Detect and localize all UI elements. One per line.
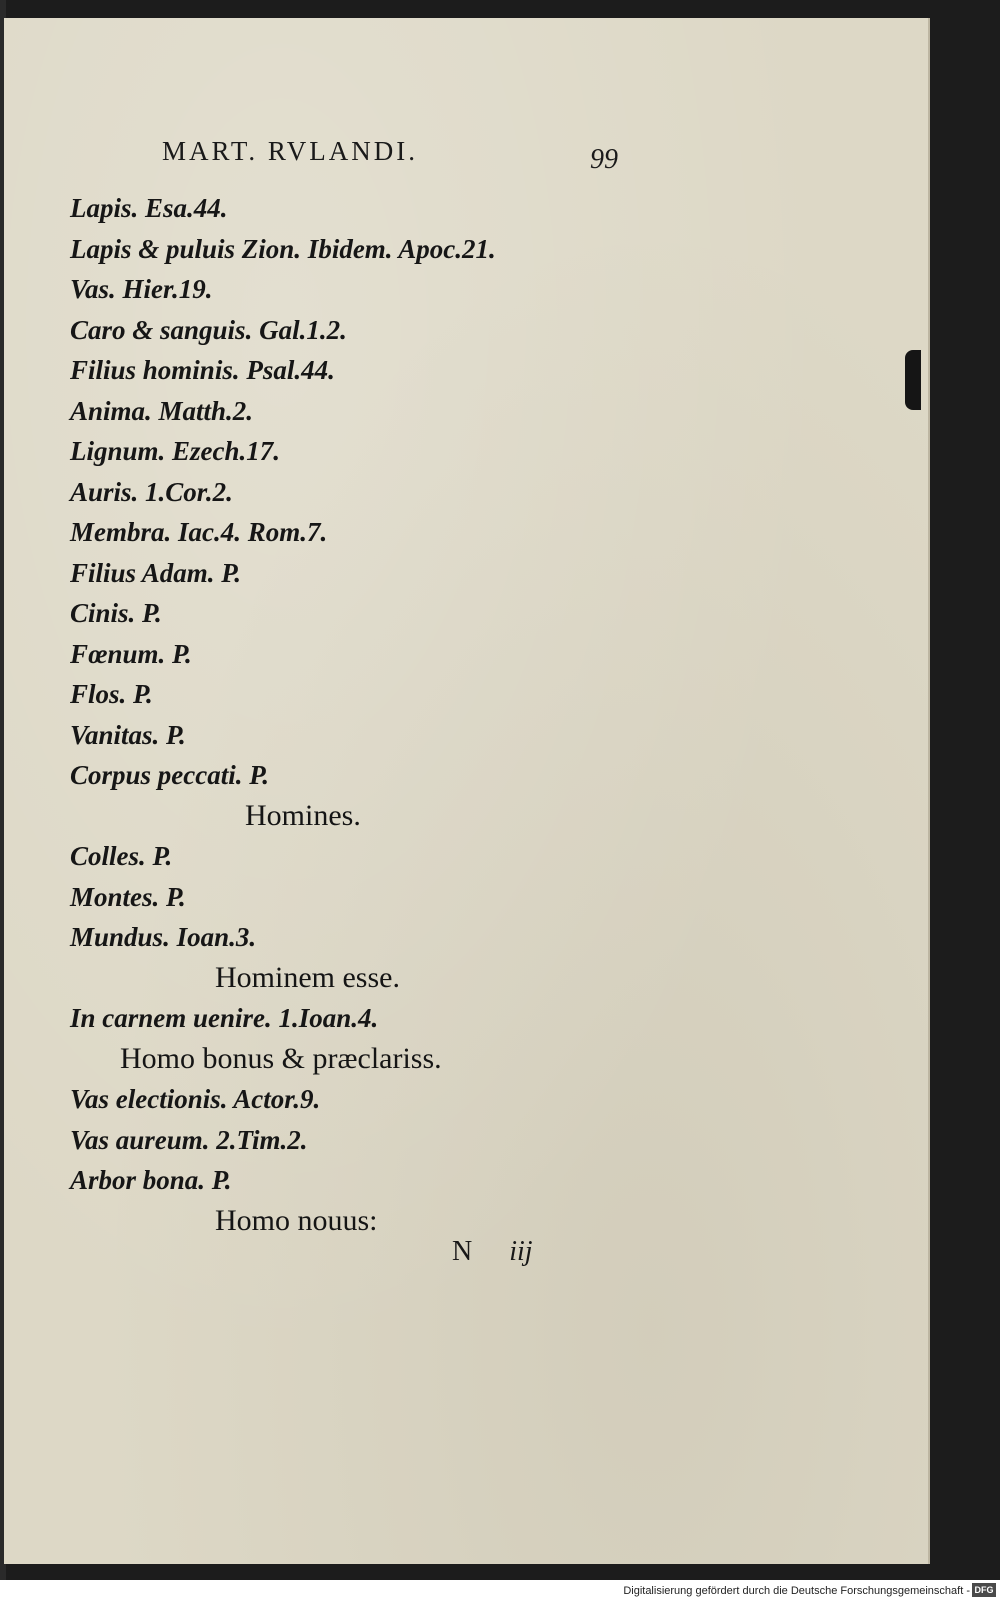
catchword [452, 1236, 533, 1268]
entry-line: Caro & sanguis. Gal.1.2. [70, 314, 347, 345]
entry-list [70, 188, 496, 1241]
entry-line: Membra. Iac.4. Rom.7. [70, 517, 328, 547]
torn-page-edge [905, 350, 921, 410]
digitization-credit: Digitalisierung gefördert durch die Deutsche Forschungsgemeinschaft - [623, 1585, 970, 1597]
entry-line: Mundus. Ioan.3. [70, 922, 257, 952]
entry-line: In carnem uenire. 1.Ioan.4. [70, 1003, 379, 1033]
entry-line: Filius hominis. Psal.44. [70, 355, 335, 385]
signature-mark: iij [509, 1236, 533, 1267]
catchword-letter: N [452, 1236, 473, 1267]
entry-line: Corpus peccati. P. [70, 760, 270, 790]
entry-line: Anima. Matth.2. [70, 395, 254, 426]
entry-line: Lapis. Esa.44. [70, 193, 228, 223]
entry-line: Montes. P. [70, 881, 186, 912]
page-number: 99 [590, 144, 618, 175]
entry-line: Vas. Hier.19. [70, 274, 213, 304]
entry-line: Arbor bona. P. [70, 1165, 232, 1195]
entry-line: Lapis & puluis Zion. Ibidem. Apoc.21. [70, 233, 496, 264]
entry-line: Lignum. Ezech.17. [70, 436, 281, 466]
dfg-logo: DFG [972, 1583, 996, 1597]
entry-line: Vas aureum. 2.Tim.2. [70, 1124, 308, 1155]
section-heading: Homines. [245, 798, 361, 832]
entry-line: Filius Adam. P. [70, 557, 242, 588]
entry-line: Flos. P. [70, 679, 153, 709]
entry-line: Vas electionis. Actor.9. [70, 1084, 321, 1114]
entry-line: Auris. 1.Cor.2. [70, 476, 233, 507]
section-heading: Homo nouus: [215, 1203, 378, 1237]
entry-line: Colles. P. [70, 841, 173, 871]
section-heading: Homo bonus & præclariss. [120, 1041, 442, 1075]
running-head: MART. RVLANDI. [162, 136, 418, 166]
entry-line: Cinis. P. [70, 598, 162, 628]
entry-line: Fœnum. P. [70, 638, 192, 669]
section-heading: Hominem esse. [215, 960, 400, 994]
entry-line: Vanitas. P. [70, 719, 186, 750]
